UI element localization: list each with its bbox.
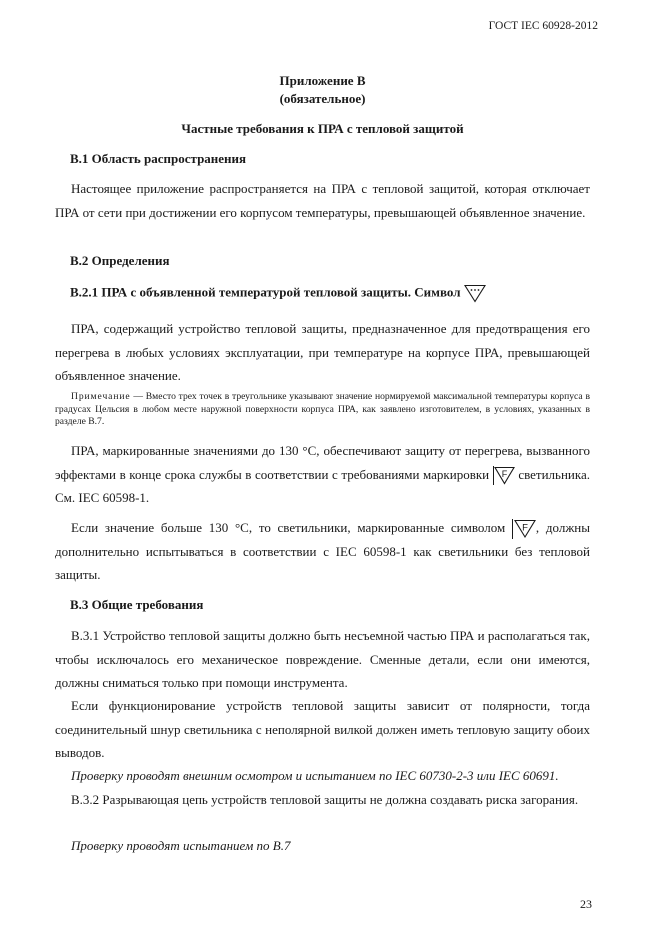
section-b31-paragraph-2: Если функционирование устройств тепловой защиты зависит от полярности, тогда соединительный шнур светильника с неполярной вилкой должен иметь тепловую защиту обоих выводов.: [55, 698, 590, 760]
section-b21-heading-text: В.2.1 ПРА с объявленной температурой тепловой защиты. Символ: [70, 284, 461, 300]
triangle-dots-symbol-icon: [464, 284, 486, 303]
triangle-f-mark-icon-2: [512, 519, 536, 539]
appendix-status: (обязательное): [279, 91, 366, 106]
appendix-title: Приложение В: [279, 73, 366, 88]
section-b2-heading: В.2 Определения: [70, 253, 170, 268]
paragraph-2-end: светильника. См. IEC 60598-1.: [55, 466, 591, 505]
check-method-1: Проверку проводят внешним осмотром и испытанием по IEC 60730-2-3 или IEC 60691.: [71, 768, 559, 783]
note-label: Примечание: [71, 391, 131, 402]
paragraph-3-end: , должны дополнительно испытываться в соответствии с IEC 60598-1 как светильники без тепловой защиты.: [55, 520, 590, 582]
check-method-2: Проверку проводят испытанием по В.7: [71, 838, 291, 853]
triangle-f-mark-icon: [493, 466, 515, 485]
note-text: — Вместо трех точек в треугольнике указывают значение нормируемой максимальной температуры корпуса в градусах Цельсия в любом месте наружной поверхности корпуса ПРА, как заявлено изготовителем, в условиях, указанных в разделе В.7.: [55, 391, 590, 427]
section-b1-paragraph: Настоящее приложение распространяется на ПРА с тепловой защитой, которая отключает ПРА от сети при достижении его корпусом температуры, превышающей объявленное значение.: [55, 181, 590, 220]
mark-letter: F: [501, 469, 507, 480]
page-number: 23: [580, 897, 592, 911]
section-b21-paragraph-3: [55, 516, 590, 587]
section-b3-heading: В.3 Общие требования: [70, 597, 204, 612]
appendix-subject: Частные требования к ПРА с тепловой защитой: [181, 121, 464, 136]
section-b21-paragraph-2: [55, 439, 590, 510]
paragraph-3-text: Если значение больше 130 °С, то светильники, маркированные символом: [71, 520, 506, 535]
section-b1-heading: В.1 Область распространения: [70, 151, 247, 166]
section-b21-heading: [70, 284, 530, 303]
paragraph-2-text: ПРА, маркированные значениями до 130 °С, обеспечивают защиту от перегрева, вызванного эффектами в конце срока службы в соответствии с требованиями маркировки: [55, 443, 590, 482]
section-b32-paragraph: В.3.2 Разрывающая цепь устройств тепловой защиты не должна создавать риска загорания.: [71, 792, 579, 807]
section-b21-paragraph: ПРА, содержащий устройство тепловой защиты, предназначенное для предотвращения его перегрева в любых условиях эксплуатации, при температуре на корпусе ПРА, превышающей объявленное значение.: [55, 321, 590, 383]
section-b21-note: [55, 391, 590, 429]
document-code: ГОСТ IEC 60928-2012: [488, 20, 598, 32]
section-b31-paragraph: В.3.1 Устройство тепловой защиты должно быть несъемной частью ПРА и располагаться так, чтобы исключалось его механическое повреждение. Сменные детали, если они имеются, должны сниматься только при помощи инструмента.: [55, 628, 590, 690]
mark-letter-2: F: [522, 522, 528, 534]
